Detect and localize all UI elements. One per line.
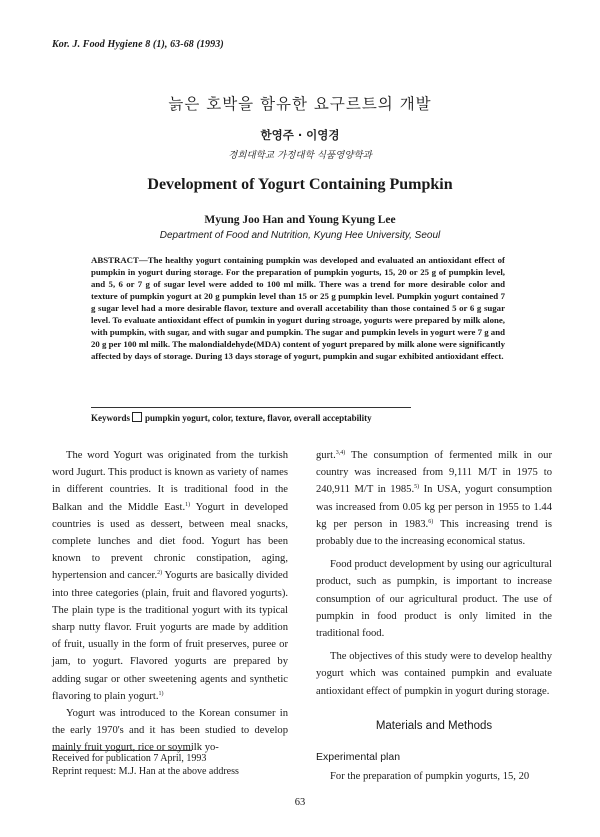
footnote-reprint: Reprint request: M.J. Han at the above address — [52, 766, 239, 777]
section-heading: Materials and Methods — [375, 719, 493, 732]
footnote-rule — [52, 750, 192, 751]
english-affiliation: Department of Food and Nutrition, Kyung Hee University, Seoul — [159, 230, 441, 241]
right-column — [316, 447, 552, 785]
citation: 5) — [414, 484, 420, 491]
abstract-text: The healthy yogurt containing pumpkin was developed and evaluated an antioxidant effect of pumpkin in yogurt during storage. For the preparation of pumpkin yogurts, 15, 20 or 25 g of pumpkin level, and 5, 6 or 7 g of sugar level were added to 100 ml milk. There was a trend for more desirable color and texture of pumpkin yogurt at 20 g pumpkin level than 15 or 25 g pumpkin level. Pumpkin yogurt contained 7 g sugar level had a more desirable flavor, texture and overall accetability than those contained 5 or 6 g sugar level. To evaluate antioxidant effect of pumkin in yogurt during stroage, yogurts were prepared by milk alone, with pumpkin, with sugar, and with sugar and pumpkin. The sugar and pumpkin levels in yogurt were 7 g and 20 g per 100 ml milk. The malondialdehyde(MDA) content of yogurt prepared by milk alone were significantly affected by days of storage. During 13 days storage of yogurt, pumpkin and sugar exhibited antioxidant effect. — [91, 255, 505, 361]
left-paragraph-1: The word Yogurt was originated from the turkish word Jugurt. This product is known as variety of names in different countries. It is traditional food in the Balkan and the Middle East.$^{1)}$ Yogurt in developed countries is used as dessert, between meal snacks, complete lunches and diet food. Yogurt has been known to prevent chronic constipation, aging, hypertension and cancer.$^{2)}$ Yogurts are basically divided into three categories (plain, fruit and flavored yogurts). The plain type is the traditional yogurt with its typical sharp nutty flavor. Fruit yogurts are made by addition of fruit, usually in the form of fruit preserves, puree or jam, to yogurt. Flavored yogurts are prepared by adding sugar or other sweetening agents and synthetic flavoring to plain yogurt.$^{1)}$ — [52, 450, 289, 702]
english-authors: Myung Joo Han and Young Kyung Lee — [204, 214, 396, 226]
right-paragraph-2: Food product development by using our agricultural product, such as pumpkin, is important to increase consumption of our agricultural product. The use of pumpkin in food product is only limited in the traditional food. — [316, 559, 552, 640]
left-paragraph-2: Yogurt was introduced to the Korean consumer in the early 1970's and it has been studied to develop mainly fruit yogurt, rice or soymilk yo- — [52, 708, 288, 754]
abstract-dash: — — [138, 255, 148, 265]
english-title: Development of Yogurt Containing Pumpkin — [147, 176, 453, 193]
abstract-label: ABSTRACT — [91, 255, 139, 265]
right-paragraph-1: gurt.$^{3,4)}$ The consumption of fermented milk in our country was increased from 9,111 M/T in 1975 to 240,911 M/T in 1985.$^{5)}$ In USA, yogurt consumption was increased from 0.05 kg per person in 1955 to 1.44 kg per person in 1983.$^{6)}$ This increasing trend is probably due to the increasing economical status. — [316, 450, 552, 548]
citation: 1) — [185, 501, 191, 508]
citation: 6) — [428, 518, 434, 525]
page-number: 63 — [294, 797, 306, 808]
korean-affiliation: 경희대학교 가정대학 식품영양학과 — [228, 150, 372, 161]
keywords-rule — [91, 407, 411, 408]
subsection-heading: Experimental plan — [316, 751, 401, 764]
checkbox-square-icon — [132, 412, 142, 422]
korean-authors: 한영주 · 이영경 — [260, 128, 340, 142]
keywords — [91, 412, 372, 423]
keywords-label: Keywords — [91, 413, 130, 423]
journal-reference: Kor. J. Food Hygiene 8 (1), 63-68 (1993) — [52, 39, 224, 50]
left-column — [52, 447, 288, 757]
citation: 2) — [157, 570, 163, 577]
keywords-text: pumpkin yogurt, color, texture, flavor, overall acceptability — [145, 413, 372, 423]
right-paragraph-3: The objectives of this study were to develop healthy yogurt which was contained pumpkin and evaluate antioxidant effect of pumpkin in yogurt during storage. — [316, 651, 552, 697]
citation: 3,4) — [335, 450, 346, 456]
footnote-received: Received for publication 7 April, 1993 — [52, 753, 207, 764]
right-paragraph-4: For the preparation of pumpkin yogurts, 15, 20 — [330, 771, 530, 783]
citation: 1) — [158, 690, 164, 697]
footnote — [52, 752, 292, 778]
korean-title: 늙은 호박을 함유한 요구르트의 개발 — [168, 95, 432, 113]
abstract — [91, 254, 505, 362]
